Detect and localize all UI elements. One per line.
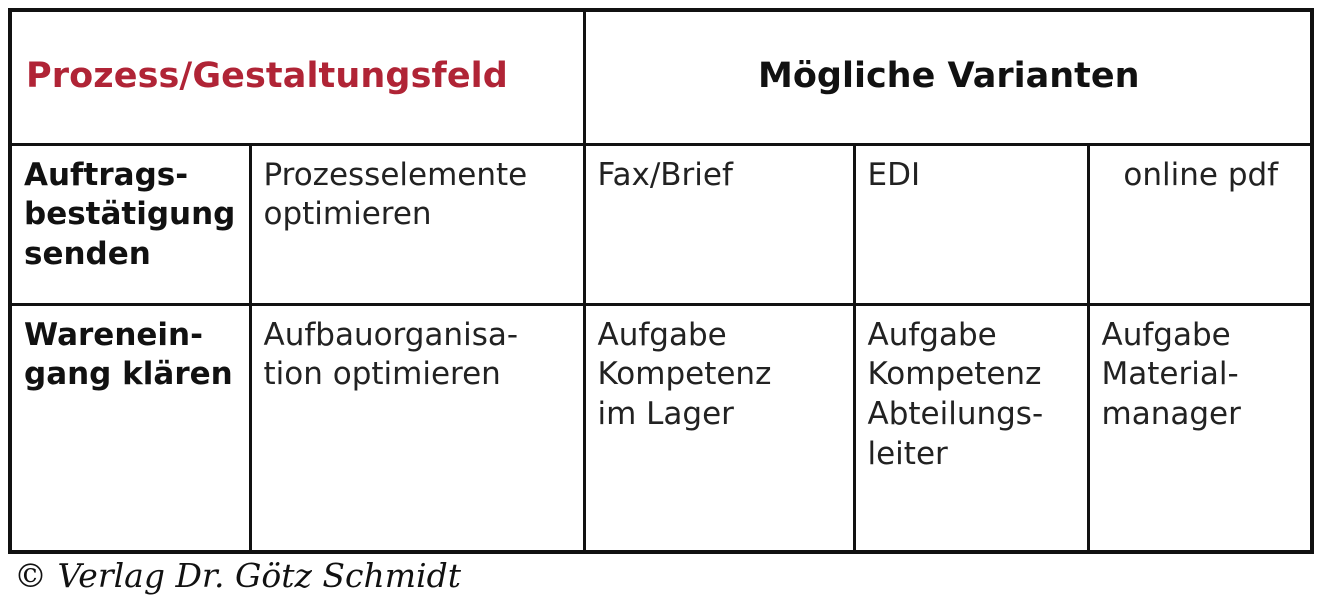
- variant-line: Fax/Brief: [597, 156, 733, 193]
- header-cell-variants: [584, 10, 1312, 144]
- variant-line: Material-: [1101, 356, 1239, 393]
- variant-line: online pdf: [1123, 156, 1279, 193]
- variant-cell: [584, 144, 854, 304]
- variants-matrix-table: [8, 8, 1314, 554]
- variant-line: Aufgabe: [597, 316, 727, 353]
- process-line: Auftrags-: [24, 156, 189, 193]
- variant-line: Aufgabe: [1101, 316, 1231, 353]
- design-field-line: Prozesselemente: [263, 156, 528, 193]
- header-cell-process-field: [10, 10, 584, 144]
- variant-cell: [854, 144, 1088, 304]
- table-header-row: [10, 10, 1312, 144]
- design-field-line: tion optimieren: [263, 356, 501, 393]
- variant-cell: [584, 304, 854, 552]
- variant-line: im Lager: [597, 395, 734, 432]
- copyright-notice: © Verlag Dr. Götz Schmidt: [14, 556, 461, 595]
- table-row: [10, 144, 1312, 304]
- process-line: bestätigung: [24, 196, 236, 233]
- table-row: [10, 304, 1312, 552]
- table-container: [8, 8, 1310, 554]
- variant-line: manager: [1101, 395, 1241, 432]
- header-label-process-field: Prozess/Gestaltungsfeld: [26, 56, 508, 96]
- process-line: senden: [24, 235, 151, 272]
- variant-line: Aufgabe: [867, 316, 997, 353]
- design-field-cell: [250, 304, 584, 552]
- header-label-variants: Mögliche Varianten: [758, 56, 1140, 96]
- variant-line: EDI: [867, 156, 921, 193]
- design-field-line: optimieren: [263, 196, 432, 233]
- variant-line: leiter: [867, 435, 948, 472]
- variant-cell: [1088, 304, 1312, 552]
- process-line: gang klären: [24, 356, 233, 393]
- process-cell: [10, 304, 250, 552]
- process-line: Warenein-: [24, 316, 203, 353]
- design-field-line: Aufbauorganisa-: [263, 316, 519, 353]
- variant-line: Abteilungs-: [867, 395, 1044, 432]
- variant-line: Kompetenz: [597, 356, 772, 393]
- variant-cell: [1088, 144, 1312, 304]
- process-cell: [10, 144, 250, 304]
- variant-line: Kompetenz: [867, 356, 1042, 393]
- variant-cell: [854, 304, 1088, 552]
- design-field-cell: [250, 144, 584, 304]
